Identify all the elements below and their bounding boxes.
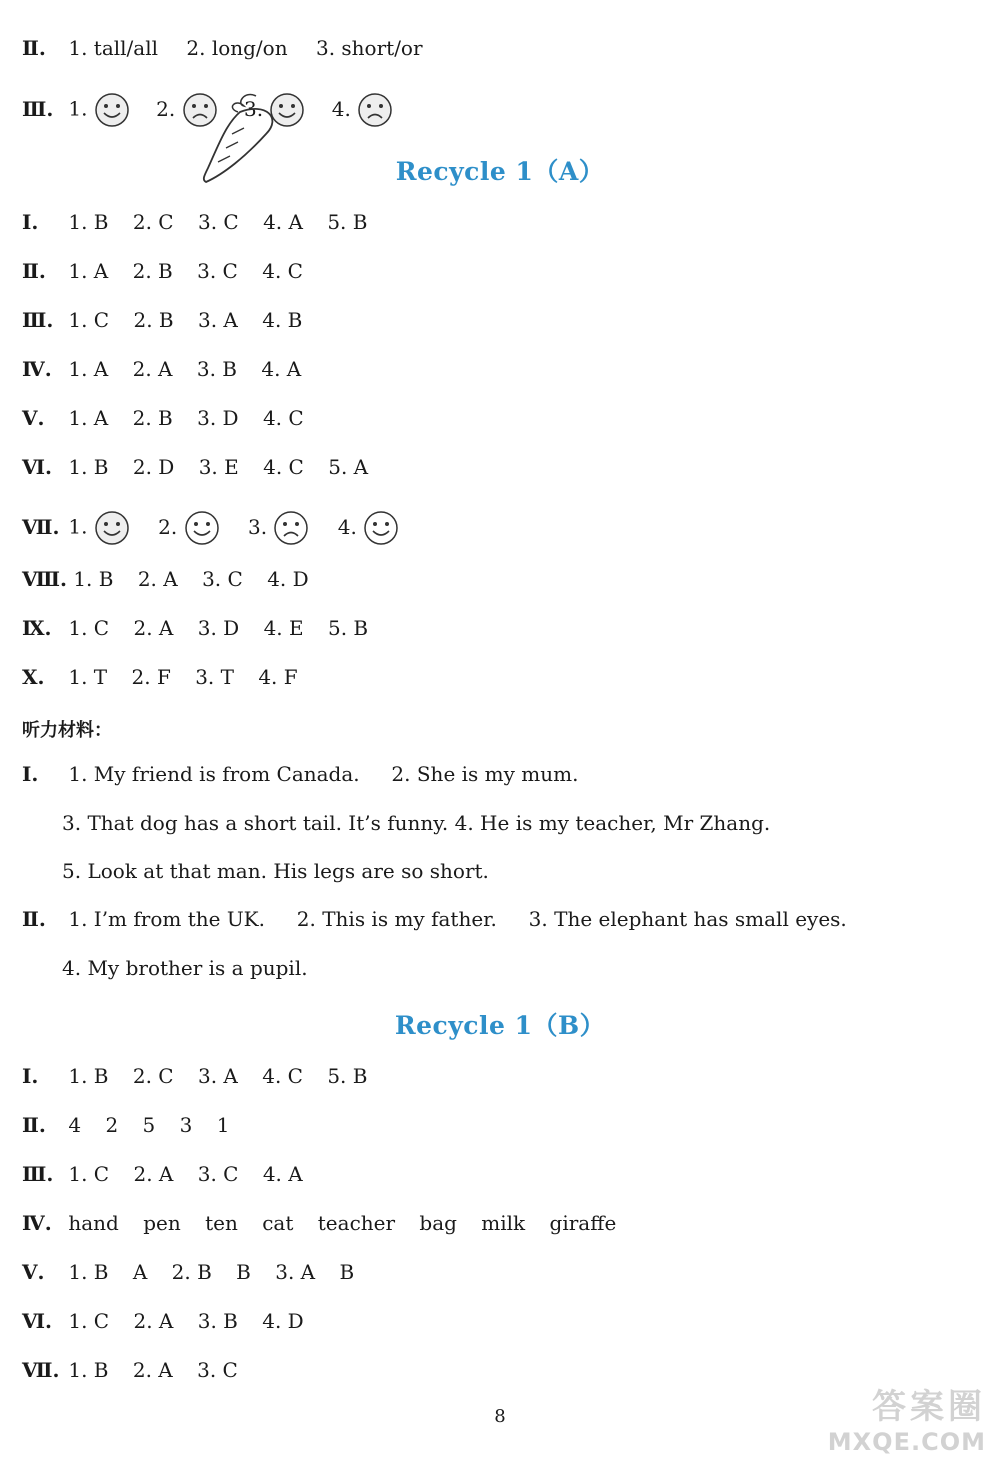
answer-row bbox=[22, 404, 322, 432]
happy-face-icon bbox=[363, 510, 399, 546]
row-number: Ⅹ. bbox=[22, 665, 45, 689]
answer-item: B bbox=[236, 1260, 251, 1284]
answer-item: 2. A bbox=[133, 1309, 174, 1333]
answer-item: 3. A bbox=[197, 308, 238, 332]
answer-item: 4. A bbox=[262, 1162, 303, 1186]
answer-item: 2. A bbox=[132, 1358, 173, 1382]
answer-item: ten bbox=[205, 1211, 238, 1235]
answer-row-faces bbox=[22, 510, 399, 546]
answer-item: 1. B bbox=[68, 1064, 109, 1088]
listening-line bbox=[22, 905, 847, 933]
answer-item: 4. C bbox=[262, 259, 303, 283]
row-number: Ⅱ. bbox=[22, 36, 46, 60]
answer-item: 4. D bbox=[267, 567, 309, 591]
row-number: Ⅱ. bbox=[22, 907, 46, 931]
happy-face-icon bbox=[94, 92, 130, 128]
answer-item: 1. A bbox=[68, 259, 109, 283]
answer-item: 4. F bbox=[258, 665, 298, 689]
answer-item: 4. A bbox=[261, 357, 302, 381]
answer-item: 3 bbox=[179, 1113, 193, 1137]
answer-row bbox=[22, 1111, 247, 1139]
row-number: Ⅲ. bbox=[22, 308, 54, 332]
sad-face-icon bbox=[273, 510, 309, 546]
answer-item: 1. C bbox=[68, 308, 110, 332]
answer-item: B bbox=[339, 1260, 355, 1284]
answer-item: 1. A bbox=[68, 406, 109, 430]
happy-face-icon bbox=[94, 510, 130, 546]
row-number: Ⅷ. bbox=[22, 567, 67, 591]
answer-item: 2. A bbox=[133, 1162, 174, 1186]
answer-row bbox=[22, 1356, 256, 1384]
answer-item: 3. A bbox=[275, 1260, 316, 1284]
answer-item: 2 bbox=[105, 1113, 119, 1137]
section-title-recycle-b: Recycle 1（B） bbox=[394, 1011, 606, 1040]
answer-item: milk bbox=[481, 1211, 526, 1235]
listening-text: 1. My friend is from Canada. 2. She is my mum. bbox=[68, 762, 579, 786]
row-number: Ⅵ. bbox=[22, 1309, 52, 1333]
face-label: 4. bbox=[331, 96, 351, 121]
answer-item: 1. C bbox=[68, 1162, 110, 1186]
answer-item: 4. D bbox=[262, 1309, 304, 1333]
watermark-url: MXQE.COM bbox=[827, 1428, 986, 1456]
answer-row bbox=[22, 663, 316, 691]
answer-item: 3. D bbox=[197, 616, 240, 640]
listening-heading: 听力材料： bbox=[22, 720, 112, 741]
answer-item: 3. B bbox=[196, 357, 237, 381]
face-label: 2. bbox=[156, 96, 176, 121]
face-label: 2. bbox=[158, 514, 178, 539]
answer-item: 3. E bbox=[198, 455, 239, 479]
row-number: Ⅲ. bbox=[22, 96, 54, 121]
page-number: 8 bbox=[494, 1406, 506, 1427]
answer-item: 5. B bbox=[327, 1064, 368, 1088]
answer-item: 1. B bbox=[68, 210, 109, 234]
answer-item: 2. F bbox=[131, 665, 171, 689]
happy-face-icon bbox=[184, 510, 220, 546]
answer-row bbox=[22, 614, 386, 642]
row-number: Ⅱ. bbox=[22, 259, 46, 283]
answer-item: 4. C bbox=[263, 455, 304, 479]
row-number: Ⅸ. bbox=[22, 616, 52, 640]
answer-row bbox=[22, 355, 319, 383]
answer-row bbox=[22, 453, 386, 481]
answer-row bbox=[22, 1258, 372, 1286]
answer-item: 5. B bbox=[327, 616, 369, 640]
answer-item: 3. T bbox=[195, 665, 234, 689]
row-number: Ⅲ. bbox=[22, 1162, 54, 1186]
listening-line: 5. Look at that man. His legs are so short. bbox=[62, 859, 489, 883]
answer-item: 3. B bbox=[197, 1309, 238, 1333]
answer-item: 4. A bbox=[263, 210, 303, 234]
face-label: 4. bbox=[337, 514, 357, 539]
answer-item: 4. C bbox=[262, 406, 304, 430]
row-number: Ⅴ. bbox=[22, 406, 45, 430]
answer-item: 1. C bbox=[68, 616, 110, 640]
answer-item: 1. C bbox=[68, 1309, 110, 1333]
face-label: 1. bbox=[68, 514, 88, 539]
answer-item: teacher bbox=[317, 1211, 396, 1235]
answer-item: pen bbox=[143, 1211, 181, 1235]
row-number: Ⅵ. bbox=[22, 455, 52, 479]
answer-item: 1. T bbox=[68, 665, 108, 689]
answer-item: 4. E bbox=[263, 616, 304, 640]
answer-item: 1. B bbox=[68, 455, 109, 479]
row-number: Ⅳ. bbox=[22, 1211, 52, 1235]
watermark bbox=[828, 1379, 986, 1456]
answer-item: 1. B bbox=[68, 1260, 109, 1284]
answer-item: 2. B bbox=[132, 406, 173, 430]
answer-item: A bbox=[132, 1260, 148, 1284]
answer-item: 3. C bbox=[202, 567, 243, 591]
answer-item: 3. C bbox=[197, 259, 238, 283]
watermark-text: 答案圈 bbox=[872, 1387, 986, 1427]
row-number: Ⅰ. bbox=[22, 1064, 39, 1088]
answer-item: 4 bbox=[68, 1113, 82, 1137]
answer-item: 3. C bbox=[197, 1162, 239, 1186]
answer-row bbox=[22, 1307, 322, 1335]
answer-item: 1. B bbox=[68, 1358, 109, 1382]
listening-line: 4. My brother is a pupil. bbox=[62, 956, 308, 980]
section-title-recycle-a: Recycle 1（A） bbox=[395, 157, 605, 186]
answer-item: 3. A bbox=[197, 1064, 238, 1088]
face-label: 1. bbox=[68, 96, 88, 121]
row-number: Ⅶ. bbox=[22, 514, 60, 539]
row-number: Ⅶ. bbox=[22, 1358, 60, 1382]
answer-item: 3. C bbox=[197, 210, 239, 234]
answer-item: giraffe bbox=[549, 1211, 617, 1235]
answer-row bbox=[22, 257, 321, 285]
answer-item: 2. long/on bbox=[186, 36, 288, 60]
answer-item: 1 bbox=[216, 1113, 230, 1137]
answer-item: 2. B bbox=[171, 1260, 212, 1284]
listening-line bbox=[22, 760, 578, 788]
answer-row bbox=[22, 1209, 634, 1237]
answer-row bbox=[22, 208, 385, 236]
answer-item: 3. D bbox=[197, 406, 239, 430]
answer-row bbox=[22, 306, 320, 334]
answer-item: 2. B bbox=[132, 259, 173, 283]
answer-item: cat bbox=[262, 1211, 294, 1235]
row-number: Ⅱ. bbox=[22, 1113, 46, 1137]
answer-row bbox=[22, 565, 327, 593]
answer-item: 5 bbox=[142, 1113, 156, 1137]
answer-item: 5. A bbox=[328, 455, 369, 479]
answer-item: 2. A bbox=[137, 567, 178, 591]
answer-item: 5. B bbox=[327, 210, 368, 234]
listening-line: 3. That dog has a short tail. It’s funny. 4. He is my teacher, Mr Zhang. bbox=[62, 811, 771, 835]
answer-row bbox=[22, 1160, 321, 1188]
answer-item: 4. C bbox=[262, 1064, 303, 1088]
sad-face-icon bbox=[357, 92, 393, 128]
row-number: Ⅳ. bbox=[22, 357, 52, 381]
answer-item: bag bbox=[419, 1211, 457, 1235]
answer-item: 2. A bbox=[133, 616, 174, 640]
row-number: Ⅰ. bbox=[22, 210, 39, 234]
answer-item: 2. D bbox=[132, 455, 175, 479]
row-number: Ⅴ. bbox=[22, 1260, 45, 1284]
answer-item: 1. B bbox=[73, 567, 114, 591]
answer-item: 3. short/or bbox=[315, 36, 423, 60]
answer-item: 2. A bbox=[132, 357, 173, 381]
row-number: Ⅰ. bbox=[22, 762, 39, 786]
answer-item: 2. C bbox=[132, 1064, 174, 1088]
answer-item: 1. A bbox=[68, 357, 109, 381]
face-label: 3. bbox=[243, 96, 264, 121]
answer-item: 3. C bbox=[197, 1358, 238, 1382]
listening-text: 1. I’m from the UK. 2. This is my father. 3. The elephant has small eyes. bbox=[68, 907, 847, 931]
answer-item: 4. B bbox=[262, 308, 303, 332]
answer-row-II-top bbox=[22, 34, 423, 62]
answer-row bbox=[22, 1062, 385, 1090]
answer-item: hand bbox=[68, 1211, 119, 1235]
answer-item: 1. tall/all bbox=[68, 36, 159, 60]
answer-item: 2. C bbox=[132, 210, 174, 234]
answer-item: 2. B bbox=[133, 308, 174, 332]
face-label: 3. bbox=[247, 514, 268, 539]
